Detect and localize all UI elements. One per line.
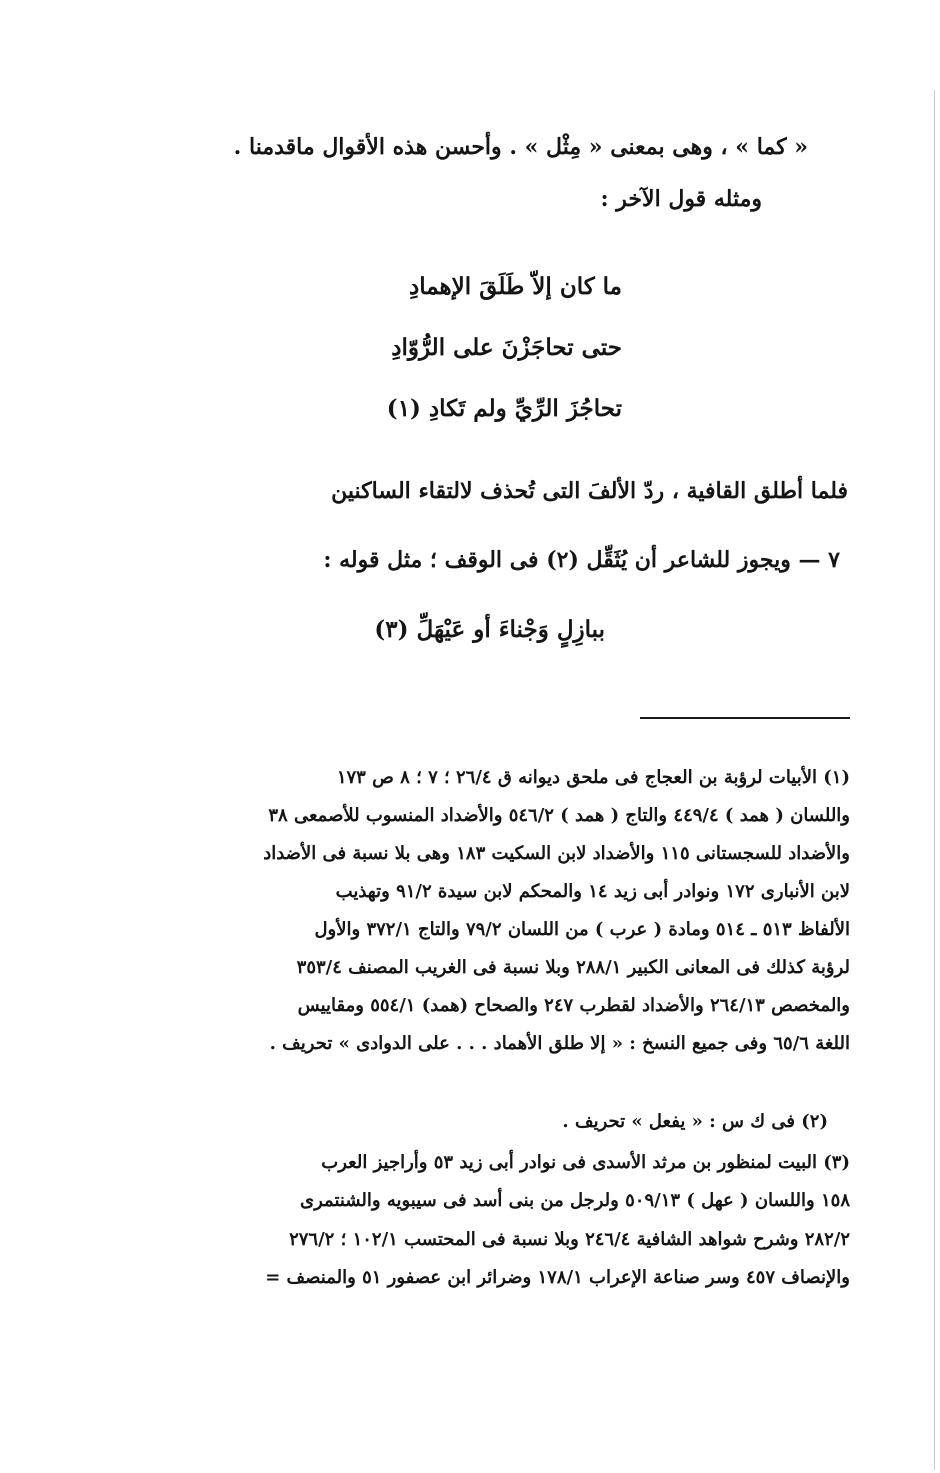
footnote-1-line-3: والأضداد للسجستانى ١١٥ والأضداد لابن السكيت ١٨٣ وهى بلا نسبة فى الأضداد (263, 843, 850, 864)
footnote-3-line-4: والإنصاف ٤٥٧ وسر صناعة الإعراب ١٧٨/١ وضرائر ابن عصفور ٥١ والمنصف = (265, 1267, 850, 1288)
footnote-1-line-7: والمخصص ٢٦٤/١٣ والأضداد لقطرب ٢٤٧ والصحاح (همد) ٥٥٤/١ ومقاييس (297, 995, 850, 1016)
footnote-1-line-6: لرؤبة كذلك فى المعانى الكبير ٢٨٨/١ وبلا نسبة فى الغريب المصنف ٣٥٣/٤ (296, 957, 850, 978)
footnote-3-line-2: ١٥٨ واللسان ( عهل ) ٥٠٩/١٣ ولرجل من بنى أسد فى سيبويه والشنتمرى (300, 1190, 850, 1211)
footnote-1-line-8: اللغة ٦٥/٦ وفى جميع النسخ : « إلا طلق الأهماد . . . على الدوادى » تحريف . (269, 1033, 850, 1054)
verse-line-2: حتى تحاجَزْنَ على الرُّوّادِ (391, 334, 622, 361)
body-line-4: ٧ — ويجوز للشاعر أن يُثَقِّل (٢) فى الوقف ؛ مثل قوله : (323, 547, 840, 573)
footnote-1-line-1: (١) الأبيات لرؤبة بن العجاج فى ملحق ديوانه ق ٢٦/٤ ؛ ٧ ؛ ٨ ص ١٧٣ (336, 767, 850, 788)
footnote-separator (640, 717, 850, 719)
footnote-1-line-2: واللسان ( همد ) ٤٤٩/٤ والتاج ( همد ) ٥٤٦/٢ والأضداد المنسوب للأصمعى ٣٨ (268, 805, 850, 826)
verse-line-4: ببازِلٍ وَجْناءَ أو عَيْهَلِّ (٣) (374, 616, 605, 643)
footnote-3-line-3: ٢٨٢/٢ وشرح شواهد الشافية ٢٤٦/٤ وبلا نسبة فى المحتسب ١٠٢/١ ؛ ٢٧٦/٢ (289, 1229, 850, 1250)
footnote-2: (٢) فى ك س : « يفعل » تحريف . (562, 1111, 828, 1132)
verse-line-3: تحاجُزَ الرِّيِّ ولم تَكادِ (١) (386, 395, 622, 422)
body-line-3: فلما أطلق القافية ، ردّ الألفَ التى تُحذف لالتقاء الساكنين (331, 478, 848, 504)
footnote-1-line-5: الألفاظ ٥١٣ ـ ٥١٤ ومادة ( عرب ) من اللسان ٧٩/٢ والتاج ٣٧٢/١ والأول (314, 919, 850, 940)
verse-line-1: ما كان إلاّ طَلَقَ الإهمادِ (409, 273, 622, 300)
page-edge-shadow (934, 90, 935, 1470)
footnote-1-line-4: لابن الأنبارى ١٧٢ ونوادر أبى زيد ١٤ والمحكم لابن سيدة ٩١/٢ وتهذيب (335, 881, 850, 902)
body-line-2: ومثله قول الآخر : (600, 186, 762, 212)
body-line-1: « كما » ، وهى بمعنى « مِثْل » . وأحسن هذه الأقوال ماقدمنا . (233, 134, 808, 160)
footnote-3-line-1: (٣) البيت لمنظور بن مرثد الأسدى فى نوادر أبى زيد ٥٣ وأراجيز العرب (321, 1152, 850, 1173)
